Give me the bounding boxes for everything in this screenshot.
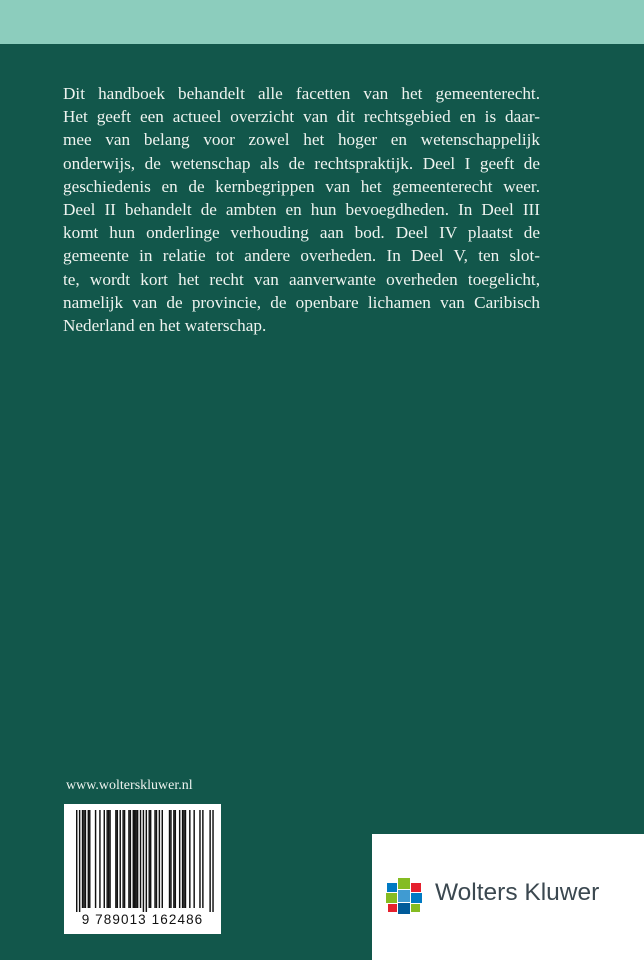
- description-line: te, wordt kort het recht van aanverwante overheden toegelicht,: [63, 269, 540, 289]
- barcode-bar: [76, 810, 77, 912]
- description-line: geschiedenis en de kernbegrippen van het gemeenterecht weer.: [63, 176, 540, 196]
- barcode-bar: [88, 810, 89, 908]
- barcode-bar: [89, 810, 90, 908]
- barcode-bar: [156, 810, 157, 908]
- description-line: onderwijs, de wetenschap als de rechtspraktijk. Deel I geeft de: [63, 153, 540, 173]
- barcode-bar: [115, 810, 116, 908]
- barcode-bar: [175, 810, 176, 908]
- barcode-bar: [189, 810, 190, 908]
- barcode-bar: [133, 810, 134, 908]
- barcode-bar: [85, 810, 86, 908]
- barcode-bar: [137, 810, 138, 908]
- barcode-bar: [183, 810, 184, 908]
- top-color-band: [0, 0, 644, 44]
- publisher-logo: [372, 834, 644, 960]
- barcode-bar: [154, 810, 155, 908]
- back-cover-description: [63, 82, 540, 337]
- description-line: Deel II behandelt de ambten en hun bevoegdheden. In Deel III: [63, 200, 540, 220]
- barcode-bar: [82, 810, 83, 908]
- barcode-bar: [99, 810, 100, 908]
- publisher-name: Wolters Kluwer: [435, 879, 600, 906]
- barcode-bar: [109, 810, 110, 908]
- barcode-bar: [202, 810, 203, 908]
- barcode-bar: [124, 810, 125, 908]
- barcode-bar: [149, 810, 150, 908]
- description-line: komt hun onderlinge verhouding aan bod. Deel IV plaatst de: [63, 223, 540, 243]
- description-line: Het geeft een actueel overzicht van dit rechtsgebied en is daar-: [63, 107, 540, 127]
- publisher-website[interactable]: www.wolterskluwer.nl: [66, 778, 193, 793]
- barcode-bar: [130, 810, 131, 908]
- barcode-bar: [199, 810, 200, 908]
- wolters-kluwer-logo-icon: [384, 876, 424, 916]
- isbn-barcode: [64, 804, 221, 934]
- barcode-bar: [193, 810, 194, 908]
- isbn-number: 9 789013 162486: [81, 912, 204, 927]
- barcode-bar: [185, 810, 186, 908]
- barcode-bar: [108, 810, 109, 908]
- barcode-bar: [128, 810, 129, 908]
- barcode-bar: [209, 810, 210, 912]
- barcode-bar: [146, 810, 147, 912]
- description-line: Nederland en het waterschap.: [63, 316, 267, 336]
- barcode-bar: [79, 810, 80, 912]
- barcode-bar: [170, 810, 171, 908]
- barcode-bar: [95, 810, 96, 908]
- description-line: gemeente in relatie tot andere overheden. In Deel V, ten slot-: [63, 246, 540, 266]
- barcode-bar: [150, 810, 151, 908]
- description-line: Dit handboek behandelt alle facetten van het gemeenterecht.: [63, 84, 540, 103]
- barcode-bar: [143, 810, 144, 912]
- barcode-bar: [83, 810, 84, 908]
- barcode-bar: [159, 810, 160, 908]
- barcode-bar: [182, 810, 183, 908]
- barcode-bar: [134, 810, 135, 908]
- barcode-bar: [169, 810, 170, 908]
- barcode-bar: [179, 810, 180, 908]
- barcode-bar: [212, 810, 213, 912]
- barcode-bar: [104, 810, 105, 908]
- barcode-bar: [106, 810, 107, 908]
- description-line: namelijk van de provincie, de openbare lichamen van Caribisch: [63, 292, 540, 312]
- barcode-bar: [140, 810, 141, 908]
- barcode-bar: [173, 810, 174, 908]
- barcode-bar: [162, 810, 163, 908]
- description-line: mee van belang voor zowel het hoger en wetenschappelijk: [63, 130, 540, 150]
- barcode-bar: [117, 810, 118, 908]
- barcode-bar: [120, 810, 121, 908]
- barcode-bar: [135, 810, 136, 908]
- barcode-bars: [64, 804, 221, 912]
- barcode-bar: [122, 810, 123, 908]
